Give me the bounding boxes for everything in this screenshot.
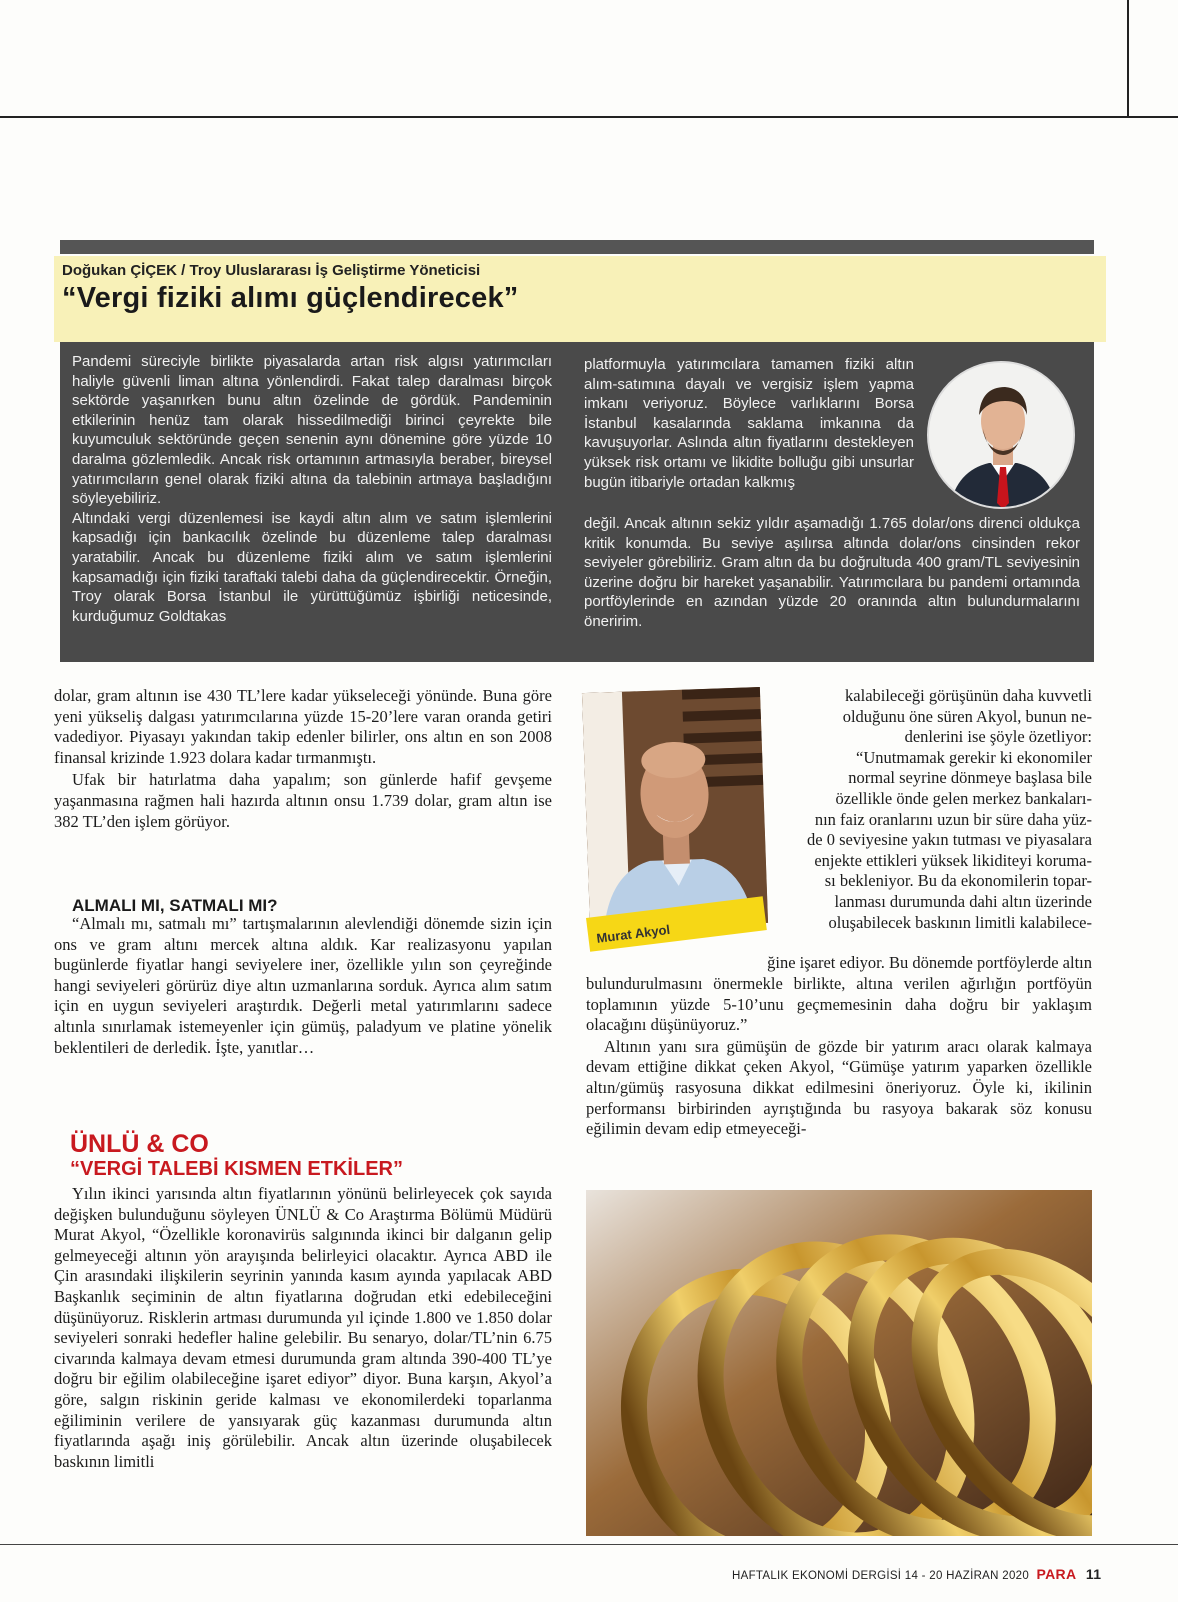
wrap-line: lanması durumunda dahi altın üzerinde (834, 891, 1092, 911)
brand-logo: PARA (1036, 1566, 1077, 1582)
wrap-line: ğine işaret ediyor. Bu dönemde portföylerde altın (767, 953, 1092, 972)
box-column-2-top: platformuyla yatırımcılara tamamen fiziki altın alım-satımına dayalı ve vergisiz işlem yapma imkanı veriyoruz. Böylece varlıklarını Borsa İstanbul kasalarında saklama imkanına da kavuşuyorlar. Aslında altın fiyatlarını destekleyen yüksek risk ortamı ve likidite bolluğu gibi unsurlar bugün itibariyle ortadan kalkmış (584, 356, 914, 491)
box-byline: Doğukan ÇİÇEK / Troy Uluslararası İş Geliştirme Yöneticisi (62, 262, 481, 279)
body-paragraph: Yılın ikinci yarısında altın fiyatlarının yönünü belirleyecek çok sayıda değişken bulunduğunu söyleyen ÜNLÜ & Co Araştırma Bölümü Müdürü Murat Akyol, “Özellikle koronavirüs salgınında ikinci bir dalganın gelip gelmeyeceği altının yön arayışında belirleyici olacaktır. Ayrıca ABD ile Çin arasındaki ilişkilerin seyrinin yanında kasım ayında yapılacak ABD Başkanlık seçiminin de altın fiyatlarına doğrudan etki edebileceğini düşünüyoruz. Risklerin artması durumunda yıl içinde 1.800 ve 1.850 dolar seviyeleri sonraki hedefler haline gelebilir. Bu senaryo, dolar/TL’nin 6.75 civarında kalmaya devam etmesi durumunda gram altında 390-400 TL’ye doğru bir eğilim olabileceğine işaret ediyor” diyor. Buna karşın, Akyol’a göre, salgın riskinin geride kalması ve ekonomilerdeki toparlanma eğiliminin verilere de yansıyarak güç kazanması durumunda altın fiyatlarında aşağı iniş görülebilir. Ancak altın üzerinde oluşabilecek baskının limitli (54, 1184, 552, 1471)
wrap-line: özellikle önde gelen merkez bankaları- (835, 788, 1092, 808)
magazine-issue: HAFTALIK EKONOMİ DERGİSİ 14 - 20 HAZİRAN 2020 (732, 1570, 1030, 1582)
wrap-line: nın faiz oranlarını uzun bir süre daha yüz- (814, 809, 1092, 829)
body-paragraph: “Almalı mı, satmalı mı” tartışmalarının alevlendiği dönemde sizin için ons ve gram altını mercek altına aldık. Kar realizasyonu yapılan bugünlerde fiyatlar hangi seviyelere iner, özellikle yılın son çeyreğinde hangi seviyeleri görürüz diye altın uzmanlarına sorduk. Ayrıca alım satım için en uygun seviyeleri araştırdık. Değerli metal yatırımlarını sadece altınla sınırlamak istemeyenler için gümüş, paladyum ve platine yönelik beklentileri de derledik. İşte, yanıtlar… (54, 914, 552, 1057)
right-wrap-lines (746, 686, 1092, 933)
wrap-line: enjekte ettikleri yüksek likiditeyi koruma- (814, 850, 1092, 870)
left-column-middle (54, 914, 552, 1058)
wrap-line: de 0 seviyesine yakın tutması ve piyasalara (807, 830, 1092, 850)
murat-akyol-photo (582, 687, 768, 929)
body-paragraph: Altının yanı sıra gümüşün de gözde bir yatırım aracı olarak kalmaya devam ettiğine dikkat çeken Akyol, “Gümüşe yatırım yaparken özellikle altın/gümüş rasyosuna dikkat edilmesini öneriyoruz. Öyle ki, ikilinin performansı birbirinden ayrıştığında bu rasyoya bakarak söz konusu eğilimin devam edip etmeyeceği- (586, 1036, 1092, 1139)
right-column-text (586, 974, 1092, 1140)
left-column-top (54, 686, 552, 832)
photo-illustration (582, 687, 768, 929)
body-paragraph: Ufak bir hatırlatma daha yapalım; son günlerde hafif gevşeme yaşanmasına rağmen hali hazırda altının onsu 1.739 dolar, gram altın ise 382 TL’den işlem görüyor. (54, 770, 552, 831)
bottom-rule (0, 1544, 1178, 1545)
photo-caption: Murat Akyol (586, 896, 767, 951)
portrait-illustration (929, 363, 1075, 509)
section-heading: ALMALI MI, SATMALI MI? (72, 896, 278, 915)
margin-rule (1127, 0, 1129, 118)
box-paragraph: Altındaki vergi düzenlemesi ise kaydi altın alım ve satım işlemlerini kapsadığı için bankacılık özelinde bu düzenleme talep daralması yaratabilir. Ancak bu düzenleme fiziki alım ve satım işlemlerini kapsamadığı için fiziki taraftaki talebi daha da güçlendirecektir. Örneğin, Troy olarak Borsa İstanbul ile yürüttüğümüz işbirliği neticesinde, kurduğumuz Goldtakas (72, 509, 552, 625)
top-rule (0, 116, 1178, 118)
box-title: “Vergi fiziki alımı güçlendirecek” (62, 282, 519, 314)
page-number: 11 (1085, 1566, 1102, 1582)
left-column-bottom (54, 1184, 552, 1472)
wrap-line: kalabileceği görüşünün daha kuvvetli (845, 686, 1092, 705)
wrap-line: “Unutmamak gerekir ki ekonomiler (856, 747, 1092, 767)
page-footer (732, 1566, 1101, 1582)
box-top-band (60, 240, 1094, 254)
wrap-line: sı bekleniyor. Bu da ekonomilerin topar- (824, 871, 1092, 891)
bracelets-illustration (586, 1190, 1092, 1536)
box-paragraph: Pandemi süreciyle birlikte piyasalarda artan risk algısı yatırımcıları haliyle güvenli liman altına yönlendirdi. Fakat talep daralması birçok sektörde yaşanırken bunu altın özelinde de gördük. Pandeminin etkilerinin henüz tam olarak hissedilmediği birinci çeyrekte bile kuyumculuk sektöründe geçen senenin aynı dönemine göre yüzde 10 daralma gözlemledik. Ancak risk ortamının artmasıyla beraber, bireysel yatırımcıların genel olarak fiziki altına da talebinin artmaya başladığını söyleyebiliriz. (72, 353, 552, 508)
company-heading: ÜNLÜ & CO (70, 1130, 209, 1158)
wrap-line: denlerini ise şöyle özetliyor: (904, 727, 1092, 747)
company-subheading: “VERGİ TALEBİ KISMEN ETKİLER” (70, 1158, 403, 1180)
dogukan-cicek-portrait (927, 361, 1075, 509)
wrap-line: oluşabilecek baskının limitli kalabilece- (828, 912, 1092, 932)
wrap-line: olduğunu öne süren Akyol, bunun ne- (842, 706, 1092, 726)
body-paragraph: bulundurulmasını önermekle birlikte, altına verilen ağırlığın portföyün toplamının yüzde 5-10’unu geçmemesinin daha doğru bir yaklaşım olacağını düşünüyoruz.” (586, 974, 1092, 1035)
gold-bracelets-photo (586, 1190, 1092, 1536)
wrap-line: normal seyrine dönmeye başlasa bile (848, 768, 1092, 788)
body-paragraph: dolar, gram altının ise 430 TL’lere kadar yükseleceği yönünde. Buna göre yeni yükseliş dalgası yatırımcılarına yüzde 15-20’lere varan oranda getiri vadediyor. Piyasayı yakından takip edenler bilirler, ons altın en son 2008 finansal krizinde 1.923 dolara kadar tırmanmıştı. (54, 686, 552, 767)
box-column-2-bottom: değil. Ancak altının sekiz yıldır aşamadığı 1.765 dolar/ons direnci oldukça kritik konumda. Bu seviye aşılırsa altında dolar/ons cinsinden rekor seviyeler görebiliriz. Gram altın da bu doğrultuda 400 gram/TL seviyesinin üzerine doğru bir hareket yaşanabilir. Yatırımcılara bu pandemi ortamında portföylerinde en azından yüzde 20 oranında altın bulundurmalarını öneririm. (584, 515, 1080, 630)
box-column-1 (72, 352, 552, 626)
